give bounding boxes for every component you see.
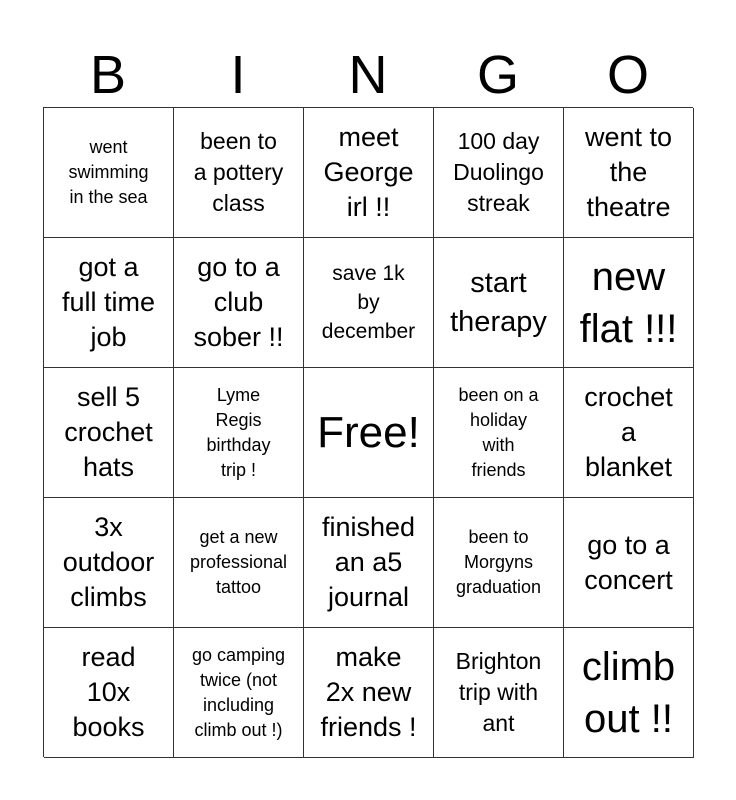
cell-text: meet George irl !!	[323, 122, 414, 222]
bingo-cell-2-0	[44, 368, 174, 498]
bingo-grid	[43, 107, 693, 757]
bingo-cell-3-3	[434, 498, 564, 628]
cell-text: been to a pottery class	[193, 128, 284, 216]
cell-text: finished an a5 journal	[321, 512, 416, 612]
bingo-cell-4-2	[304, 628, 434, 758]
bingo-cell-1-1	[174, 238, 304, 368]
cell-text: new flat !!!	[579, 254, 678, 351]
header-letter-b: B	[89, 45, 127, 105]
bingo-cell-3-2	[304, 498, 434, 628]
cell-text: Brighton trip with ant	[455, 648, 542, 736]
cell-text: go camping twice (not including climb out !)	[191, 644, 286, 740]
bingo-cell-0-1	[174, 108, 304, 238]
bingo-cell-2-2	[304, 368, 434, 498]
bingo-cell-0-0	[44, 108, 174, 238]
bingo-cell-1-3	[434, 238, 564, 368]
bingo-cell-2-1	[174, 368, 304, 498]
header-letter-g: G	[476, 45, 519, 105]
bingo-cell-0-3	[434, 108, 564, 238]
cell-text: went swimming in the sea	[68, 137, 149, 207]
cell-text: got a full time job	[61, 252, 156, 352]
cell-text: read 10x books	[72, 642, 145, 742]
bingo-cell-1-2	[304, 238, 434, 368]
cell-text: been on a holiday with friends	[458, 384, 539, 480]
cell-text: save 1k by december	[321, 262, 416, 343]
bingo-header	[43, 44, 693, 106]
bingo-cell-0-2	[304, 108, 434, 238]
bingo-cell-3-1	[174, 498, 304, 628]
cell-text: crochet a blanket	[584, 382, 673, 482]
bingo-cell-4-4	[564, 628, 694, 758]
cell-text: go to a club sober !!	[193, 252, 284, 352]
cell-text: sell 5 crochet hats	[64, 382, 153, 482]
bingo-cell-2-3	[434, 368, 564, 498]
bingo-cell-1-4	[564, 238, 694, 368]
cell-text: get a new professional tattoo	[189, 527, 288, 597]
bingo-cell-4-3	[434, 628, 564, 758]
cell-text: been to Morgyns graduation	[455, 527, 542, 597]
bingo-cell-2-4	[564, 368, 694, 498]
cell-text: 100 day Duolingo streak	[453, 128, 544, 216]
bingo-cell-3-0	[44, 498, 174, 628]
bingo-cell-4-0	[44, 628, 174, 758]
bingo-cell-1-0	[44, 238, 174, 368]
cell-text: Lyme Regis birthday trip !	[206, 384, 271, 480]
header-letter-i: I	[230, 45, 246, 105]
header-letter-n: N	[348, 45, 388, 105]
cell-text: make 2x new friends !	[320, 642, 417, 742]
bingo-cell-0-4	[564, 108, 694, 238]
bingo-cell-3-4	[564, 498, 694, 628]
cell-text: go to a concert	[584, 529, 673, 595]
cell-text: went to the theatre	[584, 122, 673, 222]
bingo-cell-4-1	[174, 628, 304, 758]
free-space: Free!	[317, 407, 420, 457]
cell-text: climb out !!	[581, 644, 676, 741]
cell-text: start therapy	[450, 266, 547, 338]
cell-text: 3x outdoor climbs	[62, 512, 155, 612]
header-letter-o: O	[606, 45, 649, 105]
